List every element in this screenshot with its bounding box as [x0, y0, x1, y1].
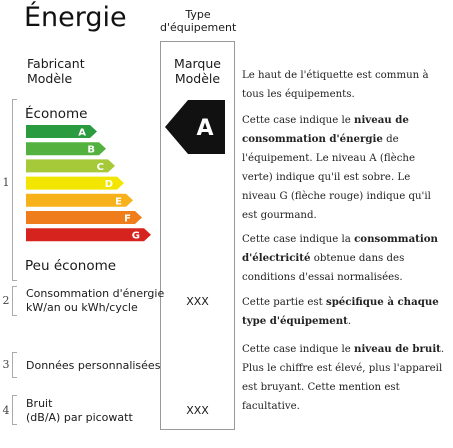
energy-bar-label-a: A [78, 127, 86, 139]
bracket-section-2 [12, 286, 17, 316]
desc2-text1: Cette case indique le [242, 115, 355, 126]
desc3-text2: obtenue dans des conditions d'essai normalisées. [242, 253, 405, 283]
desc-energy-level [242, 111, 447, 225]
donnees-label: Données personnalisées [26, 359, 161, 372]
conso-label [26, 287, 164, 315]
bruit-label [26, 397, 133, 425]
bruit-label-line2: (dB/A) par picowatt [26, 411, 133, 424]
type-header-line2: d'équipement [160, 21, 237, 34]
desc4-text2: . [347, 316, 352, 327]
desc5-text2: . Plus le chiffre est élevé, plus l'appareil est bruyant. Cette mention est facultative. [242, 344, 445, 412]
energy-bar-label-b: B [87, 144, 95, 156]
type-equipement-header [160, 8, 236, 34]
energy-bar-label-d: D [104, 179, 113, 191]
energy-indicator [165, 100, 235, 160]
desc-consumption [242, 230, 447, 287]
desc3-text1: Cette case indique la [242, 234, 355, 245]
section-number-3: 3 [2, 358, 10, 371]
energy-bar-label-c: C [96, 161, 104, 173]
marque-label: Marque [174, 56, 221, 71]
modele-label: Modèle [27, 71, 73, 86]
indicator-letter: A [196, 116, 214, 141]
energy-bar-a [26, 125, 97, 138]
bruit-value: XXX [186, 404, 209, 417]
desc-noise [242, 340, 447, 416]
indicator-arrow-icon [165, 100, 225, 154]
bruit-label-line1: Bruit [26, 397, 53, 410]
energy-bar-label-g: G [131, 230, 140, 242]
desc-header: Le haut de l'étiquette est commun à tous les équipements. [242, 70, 429, 100]
desc2-bold: niveau de consommation d'énergie [242, 114, 409, 145]
section-number-1: 1 [2, 176, 10, 189]
desc5-bold: niveau de bruit [354, 343, 441, 355]
bracket-section-3 [12, 352, 17, 378]
modele-col-label: Modèle [174, 71, 221, 86]
energy-scale [0, 0, 160, 260]
section-number-2: 2 [2, 294, 10, 307]
label-title: Énergie [24, 2, 127, 33]
marque-modele [160, 56, 235, 86]
desc5-text1: Cette case indique le [242, 344, 355, 355]
desc4-bold: spécifique à chaque type d'équipement [242, 296, 439, 327]
type-header-line1: Type [185, 8, 211, 21]
conso-label-line2: kW/an ou kWh/cycle [26, 301, 138, 314]
conso-value: XXX [186, 295, 209, 308]
peu-econome-label: Peu économe [25, 258, 117, 274]
econome-label: Économe [25, 106, 88, 122]
energy-bar-label-e: E [115, 196, 122, 208]
desc4-text1: Cette partie est [242, 297, 326, 308]
bracket-section-4 [12, 395, 17, 425]
energy-bar-label-f: F [124, 213, 131, 225]
conso-label-line1: Consommation d'énergie [26, 287, 165, 300]
desc2-text2: de l'équipement. Le niveau A (flèche verte) indique qu'il est sobre. Le niveau G (flèche rouge) indique qu'il est gourmand. [242, 134, 431, 221]
desc3-bold: consommation d'électricité [242, 233, 438, 264]
desc-specific [242, 293, 447, 331]
section-number-4: 4 [2, 404, 10, 417]
fabricant-label: Fabricant [27, 56, 85, 71]
